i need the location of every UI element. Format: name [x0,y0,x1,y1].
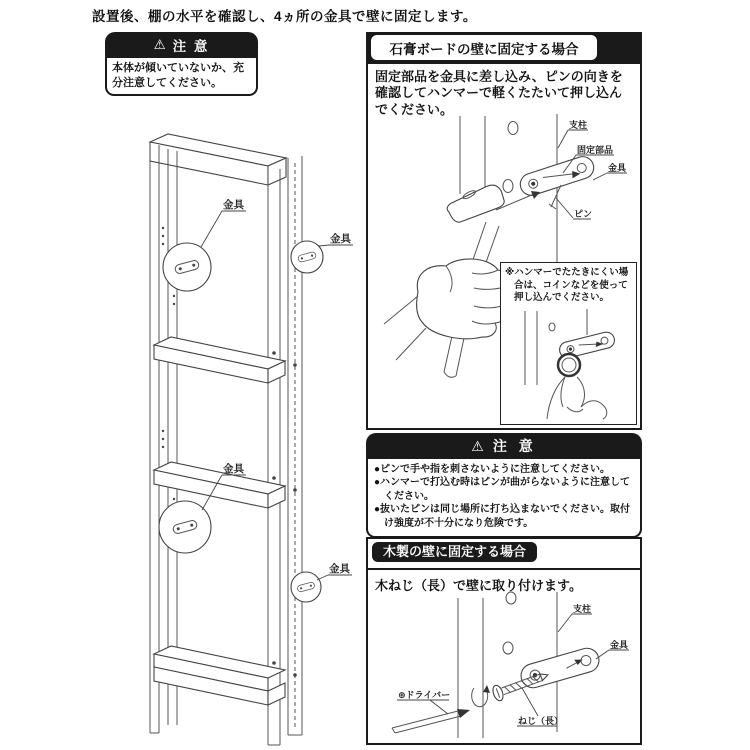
label-screw: ねじ（長） [518,716,564,726]
caution-box-pin-header [366,433,642,459]
caution-box-main [105,32,258,96]
shelf-illustration [128,133,362,750]
caution-box-main-header [105,32,258,58]
caution-box-pin-body [366,459,642,538]
shelf-top-beam [150,134,286,185]
shelf-bracket-label-1: 金具 [223,199,244,211]
wood-section-title: 木製の壁に固定する場合 [372,542,537,562]
rotation-arrow [472,685,490,707]
coin-note-text: ※ハンマーでたたきにくい場合は、コインなどを使って押し込んでください。 [505,267,629,304]
plaster-section-text: 固定部品を金具に差し込み、ピンの向きを確認してハンマーで軽くたたいて押し込んでください。 [375,69,623,117]
label-post: 支柱 [569,120,588,130]
shelf-bracket-label-2: 金具 [330,233,351,245]
label-post: 支柱 [573,604,592,614]
caution-box-main-body: 本体が傾いていないか、充分注意してください。 [105,58,258,96]
note-hand [547,377,607,419]
caution-box-pin [366,433,642,538]
plaster-section-header [366,32,642,64]
shelf-bracket-label-4: 金具 [329,563,350,575]
bracket-part [518,645,602,690]
bracket-callout-top-right [291,232,353,273]
wood-section-text: 木ねじ（長）で壁に取り付けます。 [375,578,582,593]
shelf-holes [162,227,297,677]
plaster-section-title: 石膏ボードの壁に固定する場合 [371,35,597,60]
bracket-callout-top-left [163,198,246,291]
caution-item: ●抜いたピンは同じ場所に打ち込まないでください。取付け強度が不十分になり危険です。 [374,504,631,529]
label-bracket: 金具 [608,163,627,173]
label-screwdriver: ⊕ドライバー [398,690,451,700]
label-fixing-part: 固定部品 [577,145,614,155]
label-bracket: 金具 [610,640,629,650]
label-pin: ピン [574,209,593,219]
screw-illustration [370,592,638,742]
coin [558,354,580,376]
shelf-bracket-label-3: 金具 [223,463,244,475]
hand-fist [384,259,510,360]
caution-box-main-title: 注 意 [172,39,210,54]
caution-item: ●ハンマーで打込む時はピンが曲がらないように注意してください。 [374,477,631,502]
intro-text: 設置後、棚の水平を確認し、4ヵ所の金具で壁に固定します。 [92,9,477,24]
bracket-callout-bottom-right [291,562,352,602]
caution-box-pin-title: 注 意 [492,438,537,454]
coin-illustration [507,307,631,419]
wood-section-header [368,539,640,570]
coin-note-box [500,262,637,425]
caution-item: ●ピンで手や指を刺さないように注意してください。 [374,464,611,475]
warning-icon: ⚠ [471,438,488,454]
warning-icon: ⚠ [153,37,168,53]
